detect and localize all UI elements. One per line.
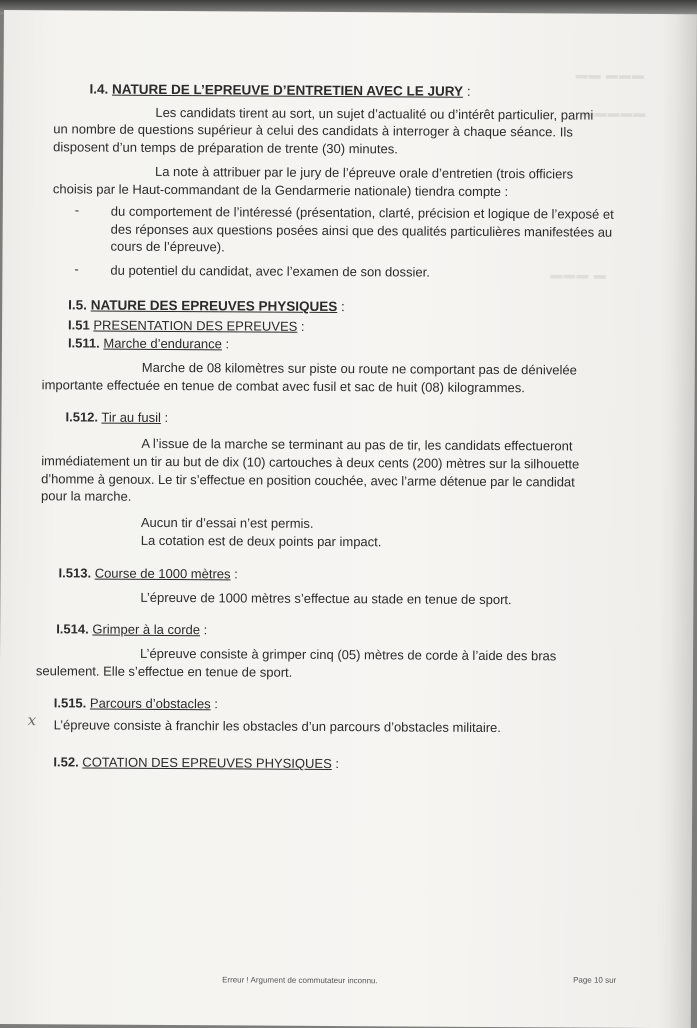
paragraph-line: La note à attribuer par le jury de l’épreuve orale d’entretien (trois officiers [154,163,574,182]
show-through-text: ▬▬ ▬▬▬ [575,67,646,82]
bullet-line: du potentiel du candidat, avec l’examen de son dossier. [110,262,430,280]
paragraph-line: un nombre de questions supérieur à celui des candidats à interroger à chaque séance. Ils [53,121,573,140]
footer-page-number: Page 10 sur [573,975,617,985]
paragraph-line: A l’issue de la marche se terminant au pas de tir, les candidats effectueront [141,435,573,454]
page-shadow [669,14,697,1028]
subsection-i51-heading: I.51 PRESENTATION DES EPREUVES : [68,317,305,334]
colon: : [466,83,471,99]
section-title: NATURE DE L’EPREUVE D’ENTRETIEN AVEC LE JURY [112,81,464,99]
bullet-marker: - [74,261,79,277]
paragraph-line: d’homme à genoux. Le tir s’effectue en position couchée, avec l’arme détenue par le candidat [41,471,575,490]
subsection-i515-heading: I.515. Parcours d’obstacles : [53,695,218,712]
paragraph-line: Les candidats tirent au sort, un sujet d’actualité ou d’intérêt particulier, parmi [155,104,594,123]
section-number: I.5. [68,297,88,313]
bullet-marker: - [74,202,80,218]
section-title: NATURE DES EPREUVES PHYSIQUES [90,297,338,315]
paragraph-line: immédiatement un tir au but de dix (10) cartouches à deux cents (200) mètres sur la silhouette [41,453,580,472]
show-through-text: ▬▬▬ ▬ [550,267,607,282]
paragraph-line: Marche de 08 kilomètres sur piste ou route ne comportant pas de dénivelée [141,359,577,378]
section-i5-heading [68,296,345,315]
subsection-i52-heading: I.52. COTATION DES EPREUVES PHYSIQUES : [53,754,340,772]
paragraph-line: L’épreuve consiste à grimper cinq (05) mètres de corde à l’aide des bras [140,645,557,664]
paragraph-line: La cotation est de deux points par impact. [140,532,382,550]
subsection-i513-heading: I.513. Course de 1000 mètres : [58,565,238,582]
bullet-line: du comportement de l’intéressé (présentation, clarté, précision et logique de l’exposé et [110,203,614,222]
paragraph-line: Aucun tir d’essai n’est permis. [140,514,314,531]
section-i4-heading [89,81,470,100]
colon: : [341,299,345,315]
bullet-line: des réponses aux questions posées ainsi que des qualités particulières manifestées au [110,221,613,240]
paragraph-line: seulement. Elle s’effectue en tenue de sport. [35,663,293,680]
paragraph-line: disposent d’un temps de préparation de trente (30) minutes. [53,139,398,157]
document-page [0,10,697,1028]
footer-left: Erreur ! Argument de commutateur inconnu. [222,975,378,986]
section-number: I.4. [89,81,109,97]
show-through-text: ▬▬▬▬▬ [581,105,647,120]
handwritten-mark: x [27,711,37,730]
subsection-i514-heading: I.514. Grimper à la corde : [56,621,208,638]
paragraph-line: L’épreuve de 1000 mètres s’effectue au stade en tenue de sport. [140,589,512,608]
paragraph-line: importante effectuée en tenue de combat avec fusil et sac de huit (08) kilogrammes. [41,377,525,396]
subsection-i511-heading: I.511. Marche d’endurance : [67,335,230,352]
paragraph-line: pour la marche. [40,488,132,504]
paragraph-line: L’épreuve consiste à franchir les obstacles d’un parcours d’obstacles militaire. [53,717,501,736]
subsection-i512-heading: I.512. Tir au fusil : [65,409,169,426]
bullet-line: cours de l’épreuve). [110,238,225,255]
paragraph-line: choisis par le Haut-commandant de la Gendarmerie nationale) tiendra compte : [52,181,509,200]
